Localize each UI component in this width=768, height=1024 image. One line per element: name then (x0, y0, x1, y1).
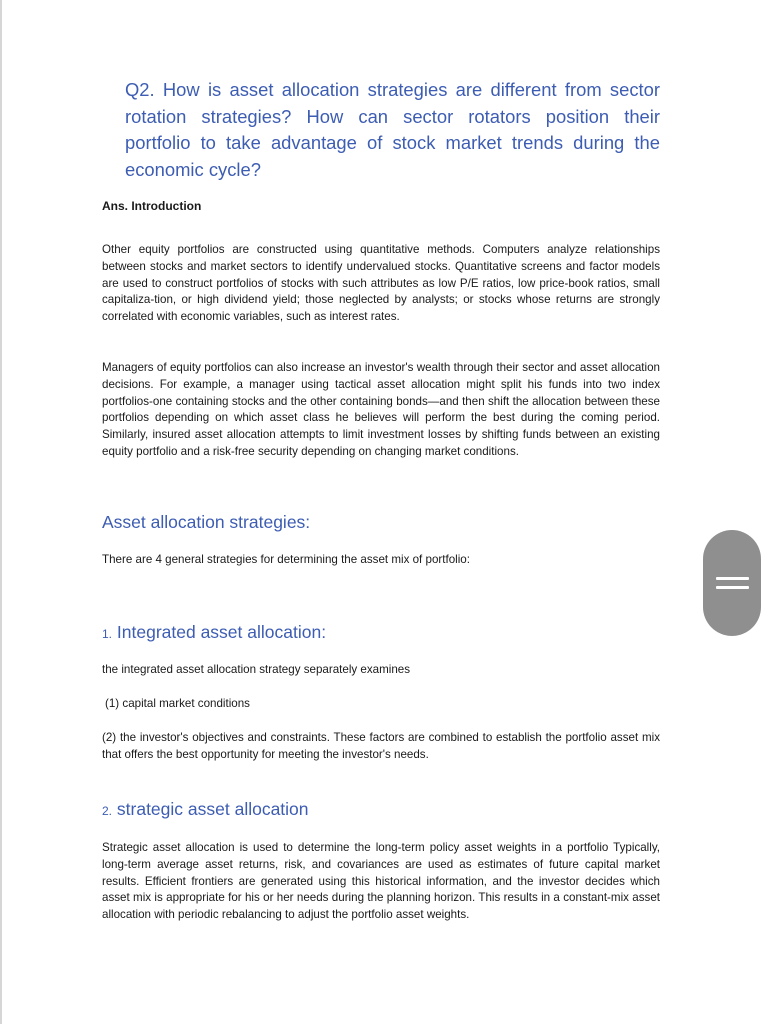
section-number: 2. (102, 804, 113, 818)
section-number: 1. (102, 627, 113, 641)
section-title: Integrated asset allocation: (116, 622, 327, 642)
answer-label: Ans. Introduction (102, 199, 202, 213)
drag-handle-icon (716, 586, 749, 589)
drag-handle-icon (716, 577, 749, 580)
condition-2: (2) the investor's objectives and constraints. These factors are combined to establish the portfolio asset mix that offers the best opportunity for meeting the investor's needs. (102, 731, 660, 761)
condition-1: (1) capital market conditions (105, 697, 250, 710)
heading-strategic (102, 799, 309, 820)
paragraph-strategic: Strategic asset allocation is used to determine the long-term policy asset weights in a portfolio Typically, long-term average asset returns, risk, and covariances are used as estimates of future capital market results. Efficient frontiers are generated using this historical information, and the investor decides which asset mix is appropriate for his or her needs during the planning horizon. This results in a constant-mix asset allocation with periodic rebalancing to adjust the portfolio asset weights. (102, 841, 660, 922)
section-title: strategic asset allocation (116, 799, 309, 819)
strategies-intro: There are 4 general strategies for determining the asset mix of portfolio: (102, 553, 470, 566)
paragraph-managers: Managers of equity portfolios can also increase an investor's wealth through their sector and asset allocation decisions. For example, a manager using tactical asset allocation might split his funds into two index portfolios-one containing stocks and the other containing bonds—and then shift the allocation between these portfolios depending on which asset class he believes will perform the best during the coming period. Similarly, insured asset allocation attempts to limit investment losses by shifting funds between an existing equity portfolio and a risk-free security depending on changing market conditions. (102, 361, 660, 458)
heading-asset-allocation: Asset allocation strategies: (102, 512, 311, 532)
question-heading: Q2. How is asset allocation strategies are different from sector rotation strategies? How can sector rotators position their portfolio to take advantage of stock market trends during the economic cycle? (125, 79, 660, 180)
integrated-intro: the integrated asset allocation strategy separately examines (102, 663, 411, 676)
paragraph-quantitative: Other equity portfolios are constructed using quantitative methods. Computers analyze relationships between stocks and market sectors to identify undervalued stocks. Quantitative screens and factor models are used to construct portfolios of stocks with such attributes as low P/E ratios, low price-book ratios, small capitaliza-tion, or high dividend yield; those neglected by analysts; or stocks whose returns are strongly correlated with economic variables, such as interest rates. (102, 243, 660, 324)
heading-integrated (102, 622, 326, 643)
scroll-handle[interactable] (703, 530, 761, 636)
